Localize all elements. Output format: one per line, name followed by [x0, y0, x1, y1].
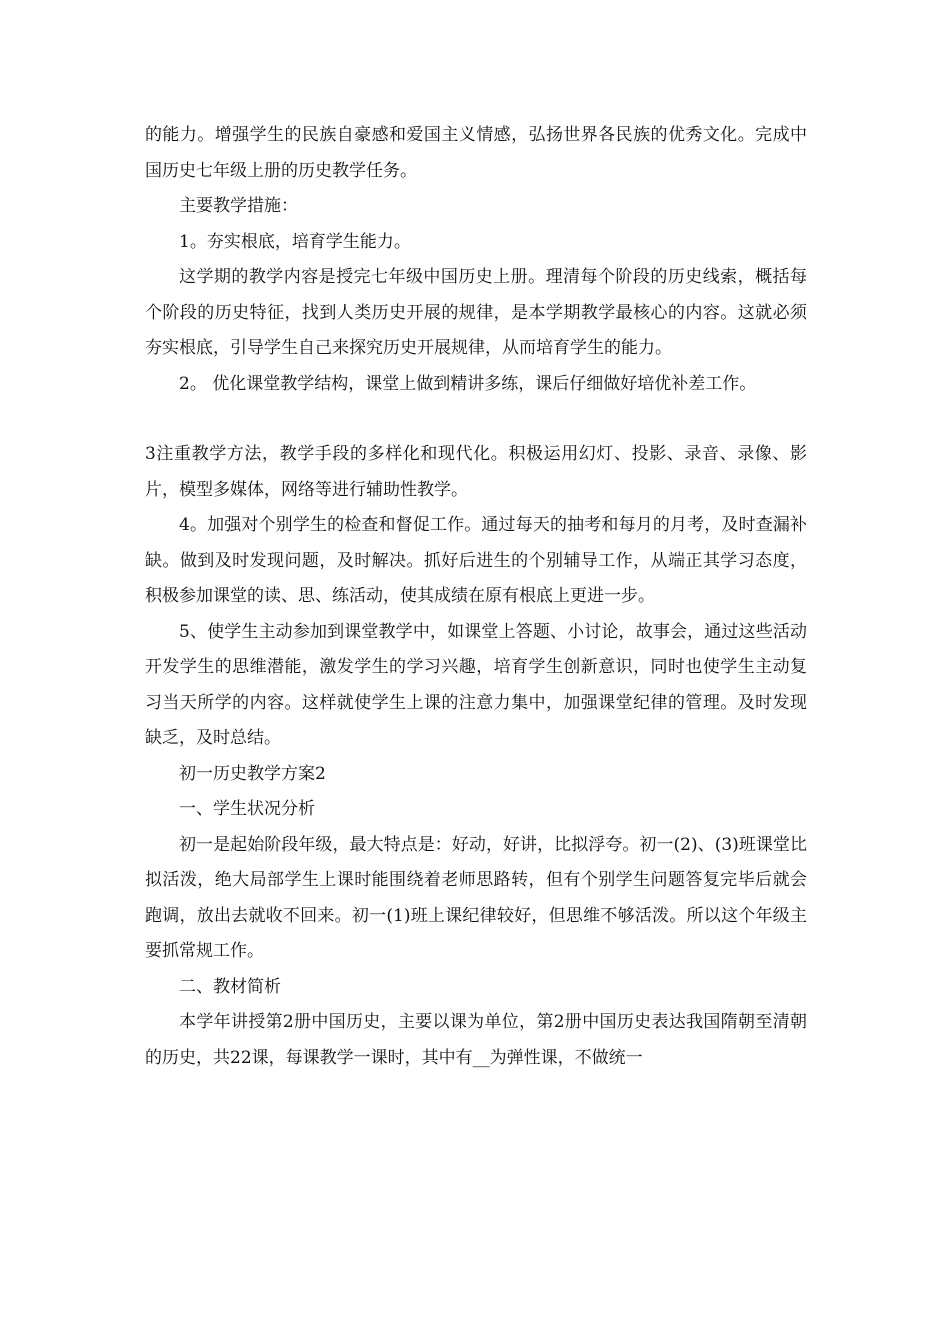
document-body [145, 118, 807, 1076]
paragraph-continuation: 的能力。增强学生的民族自豪感和爱国主义情感，弘扬世界各民族的优秀文化。完成中国历史七年级上册的历史教学任务。 [145, 125, 807, 181]
paragraph-measure-3: 3注重教学方法，教学手段的多样化和现代化。积极运用幻灯、投影、录音、录像、影片，模型多媒体，网络等进行辅助性教学。 [145, 444, 807, 500]
section-title-plan-2: 初一历史教学方案2 [179, 763, 326, 784]
paragraph-measures-heading: 主要教学措施： [179, 196, 298, 216]
paragraph-measure-5: 5、使学生主动参加到课堂教学中，如课堂上答题、小讨论，故事会，通过这些活动开发学生的思维潜能，激发学生的学习兴趣，培育学生创新意识，同时也使学生主动复习当天所学的内容。这样就使学生上课的注意力集中，加强课堂纪律的管理。及时发现缺乏，及时总结。 [145, 621, 807, 748]
paragraph-measure-4: 4。加强对个别学生的检查和督促工作。通过每天的抽考和每月的月考，及时查漏补缺。做到及时发现问题，及时解决。抓好后进生的个别辅导工作，从端正其学习态度，积极参加课堂的读、思、练活动，使其成绩在原有根底上更进一步。 [145, 515, 807, 606]
paragraph-measure-1-title: 1。夯实根底，培育学生能力。 [179, 231, 411, 252]
heading-student-analysis: 一、学生状况分析 [179, 799, 315, 819]
heading-textbook-analysis: 二、教材简析 [179, 976, 281, 997]
paragraph-measure-2: 2。 优化课堂教学结构，课堂上做到精讲多练，课后仔细做好培优补差工作。 [179, 373, 757, 394]
paragraph-student-analysis: 初一是起始阶段年级，最大特点是：好动，好讲，比拟浮夸。初一(2)、(3)班课堂比拟活泼，绝大局部学生上课时能围绕着老师思路转，但有个别学生问题答复完毕后就会跑调，放出去就收不回来。初一(1)班上课纪律较好，但思维不够活泼。所以这个年级主要抓常规工作。 [145, 834, 807, 961]
paragraph-textbook-analysis: 本学年讲授第2册中国历史，主要以课为单位，第2册中国历史表达我国隋朝至清朝的历史，共22课，每课教学一课时，其中有__为弹性课，不做统一 [145, 1012, 807, 1068]
paragraph-measure-1-body: 这学期的教学内容是授完七年级中国历史上册。理清每个阶段的历史线索，概括每个阶段的历史特征，找到人类历史开展的规律，是本学期教学最核心的内容。这就必须夯实根底，引导学生自己来探究历史开展规律，从而培育学生的能力。 [145, 267, 807, 358]
